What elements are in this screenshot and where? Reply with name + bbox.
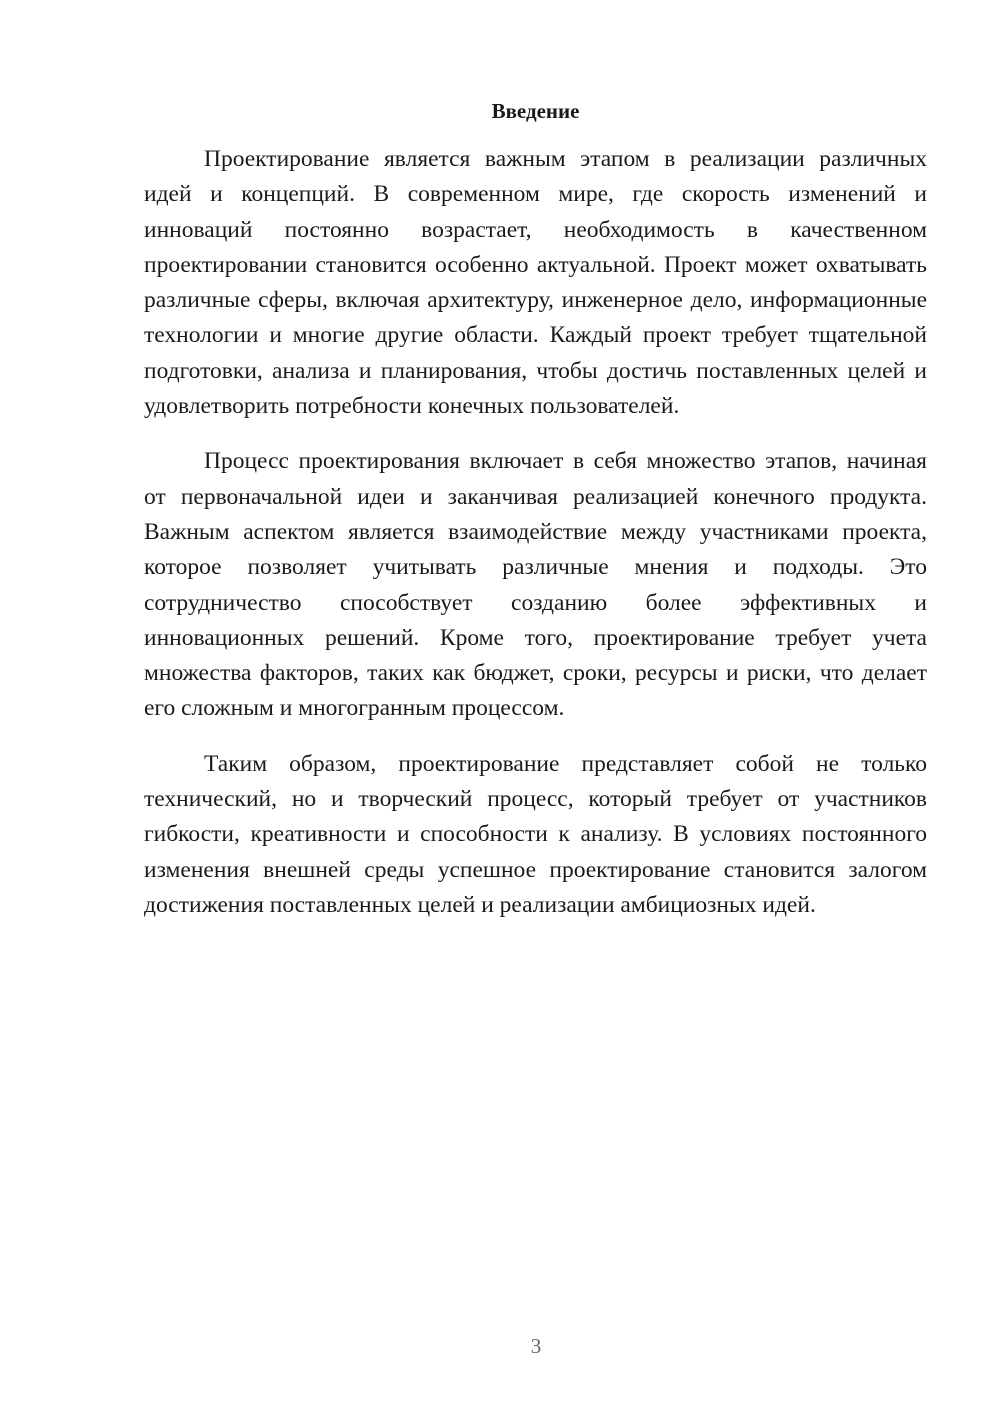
body-text: [144, 142, 927, 943]
paragraph-1: Проектирование является важным этапом в реализации различных идей и концепций. В современном мире, где скорость изменений и инноваций постоянно возрастает, необходимость в качественном проектировании становится особенно актуальной. Проект может охватывать различные сферы, включая архитектуру, инженерное дело, информационные технологии и многие другие области. Каждый проект требует тщательной подготовки, анализа и планирования, чтобы достичь поставленных целей и удовлетворить потребности конечных пользователей.: [144, 146, 927, 420]
page-number: 3: [530, 1334, 542, 1358]
page-title: Введение: [491, 99, 580, 123]
paragraph-3: Таким образом, проектирование представляет собой не только технический, но и творческий процесс, который требует от участников гибкости, креативности и способности к анализу. В условиях постоянного изменения внешней среды успешное проектирование становится залогом достижения поставленных целей и реализации амбициозных идей.: [144, 750, 927, 918]
paragraph-2: Процесс проектирования включает в себя множество этапов, начиная от первоначальной идеи и заканчивая реализацией конечного продукта. Важным аспектом является взаимодействие между участниками проекта, которое позволяет учитывать различные мнения и подходы. Это сотрудничество способствует созданию более эффективных и инновационных решений. Кроме того, проектирование требует учета множества факторов, таких как бюджет, сроки, ресурсы и риски, что делает его сложным и многогранным процессом.: [144, 448, 927, 722]
